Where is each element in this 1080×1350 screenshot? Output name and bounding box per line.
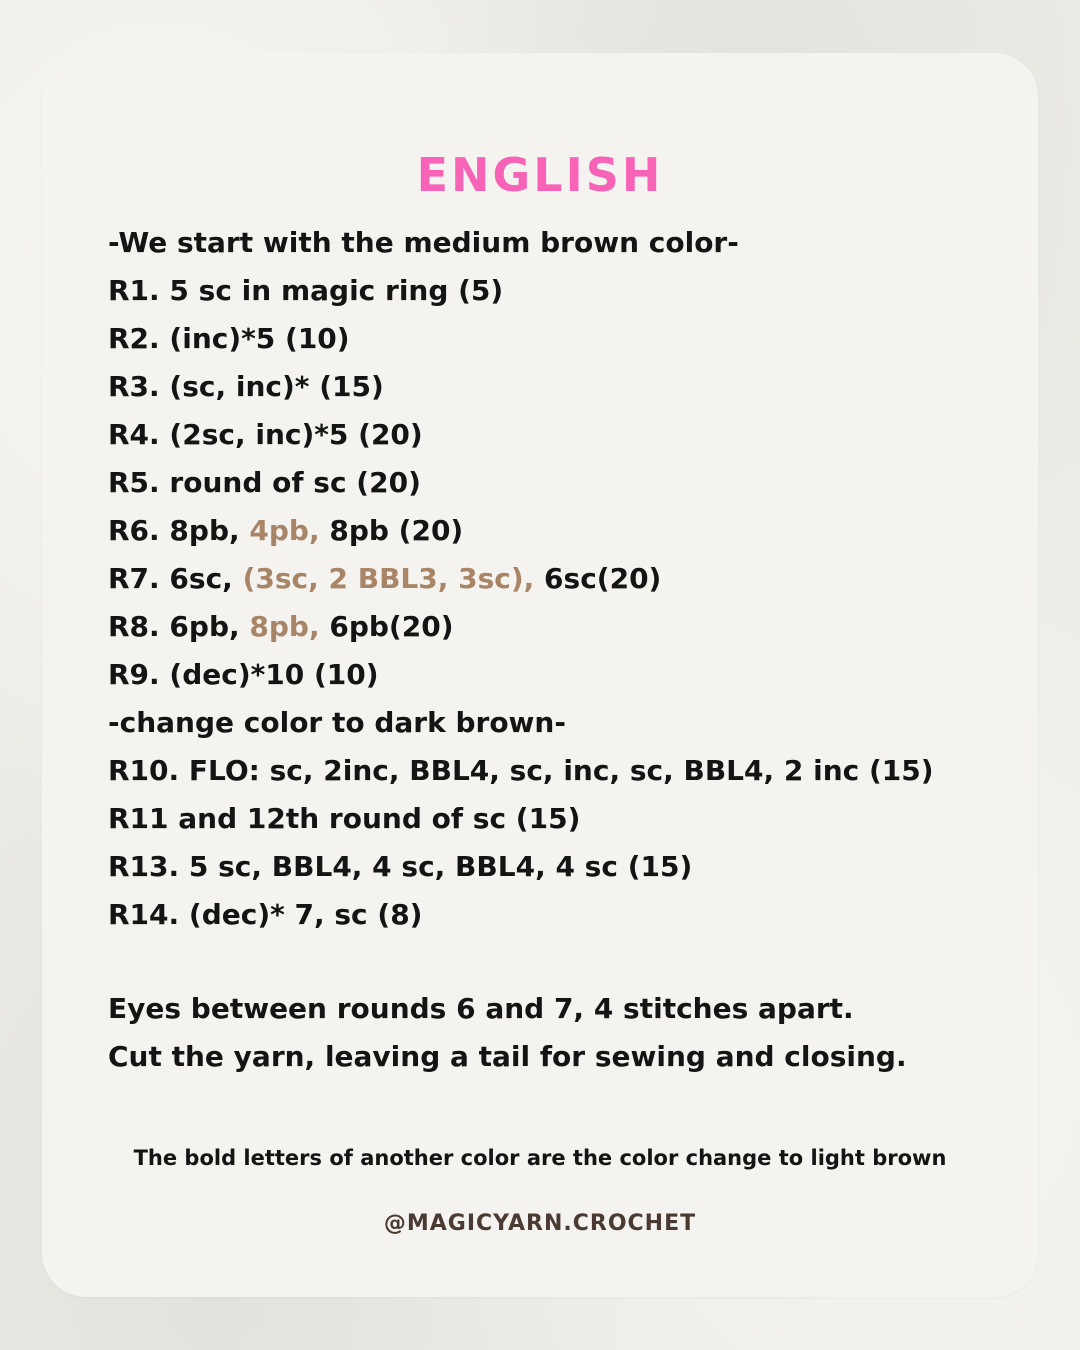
- line-text: R10. FLO: sc, 2inc, BBL4, sc, inc, sc, BBL4, 2 inc (15): [108, 754, 934, 787]
- pattern-line: [108, 267, 1008, 315]
- pattern-line: [108, 747, 1008, 795]
- accent-text: 8pb,: [249, 610, 320, 643]
- note-eyes: Eyes between rounds 6 and 7, 4 stitches apart.: [108, 992, 854, 1025]
- line-text: R13. 5 sc, BBL4, 4 sc, BBL4, 4 sc (15): [108, 850, 693, 883]
- line-text: R14. (dec)* 7, sc (8): [108, 898, 423, 931]
- pattern-card: [42, 53, 1038, 1297]
- line-text: R2. (inc)*5 (10): [108, 322, 350, 355]
- line-text: R7. 6sc,: [108, 562, 243, 595]
- line-text: R11 and 12th round of sc (15): [108, 802, 581, 835]
- line-text: -We start with the medium brown color-: [108, 226, 739, 259]
- pattern-line: [108, 603, 1008, 651]
- author-handle: @MAGICYARN.CROCHET: [383, 1211, 697, 1236]
- line-text: R1. 5 sc in magic ring (5): [108, 274, 504, 307]
- line-text: R5. round of sc (20): [108, 466, 421, 499]
- line-text: R6. 8pb,: [108, 514, 250, 547]
- accent-text: 4pb,: [249, 514, 320, 547]
- pattern-line: [108, 315, 1008, 363]
- pattern-line: [108, 795, 1008, 843]
- accent-text: (3sc, 2 BBL3, 3sc),: [242, 562, 535, 595]
- pattern-line: [108, 459, 1008, 507]
- page-title: ENGLISH: [416, 148, 664, 202]
- pattern-lines: [108, 219, 1008, 939]
- pattern-line: [108, 843, 1008, 891]
- line-text: R8. 6pb,: [108, 610, 250, 643]
- line-text: R3. (sc, inc)* (15): [108, 370, 384, 403]
- pattern-line: [108, 891, 1008, 939]
- pattern-line: [108, 363, 1008, 411]
- line-text: -change color to dark brown-: [108, 706, 566, 739]
- pattern-line: [108, 219, 1008, 267]
- pattern-line: [108, 699, 1008, 747]
- line-text: 6pb(20): [319, 610, 454, 643]
- pattern-line: [108, 507, 1008, 555]
- notes: [108, 985, 1008, 1081]
- note-cut-yarn: Cut the yarn, leaving a tail for sewing and closing.: [108, 1040, 907, 1073]
- line-text: R4. (2sc, inc)*5 (20): [108, 418, 423, 451]
- pattern-line: [108, 411, 1008, 459]
- pattern-line: [108, 651, 1008, 699]
- color-change-footnote: The bold letters of another color are the color change to light brown: [133, 1146, 947, 1170]
- line-text: R9. (dec)*10 (10): [108, 658, 379, 691]
- pattern-line: [108, 555, 1008, 603]
- line-text: 8pb (20): [319, 514, 464, 547]
- line-text: 6sc(20): [534, 562, 662, 595]
